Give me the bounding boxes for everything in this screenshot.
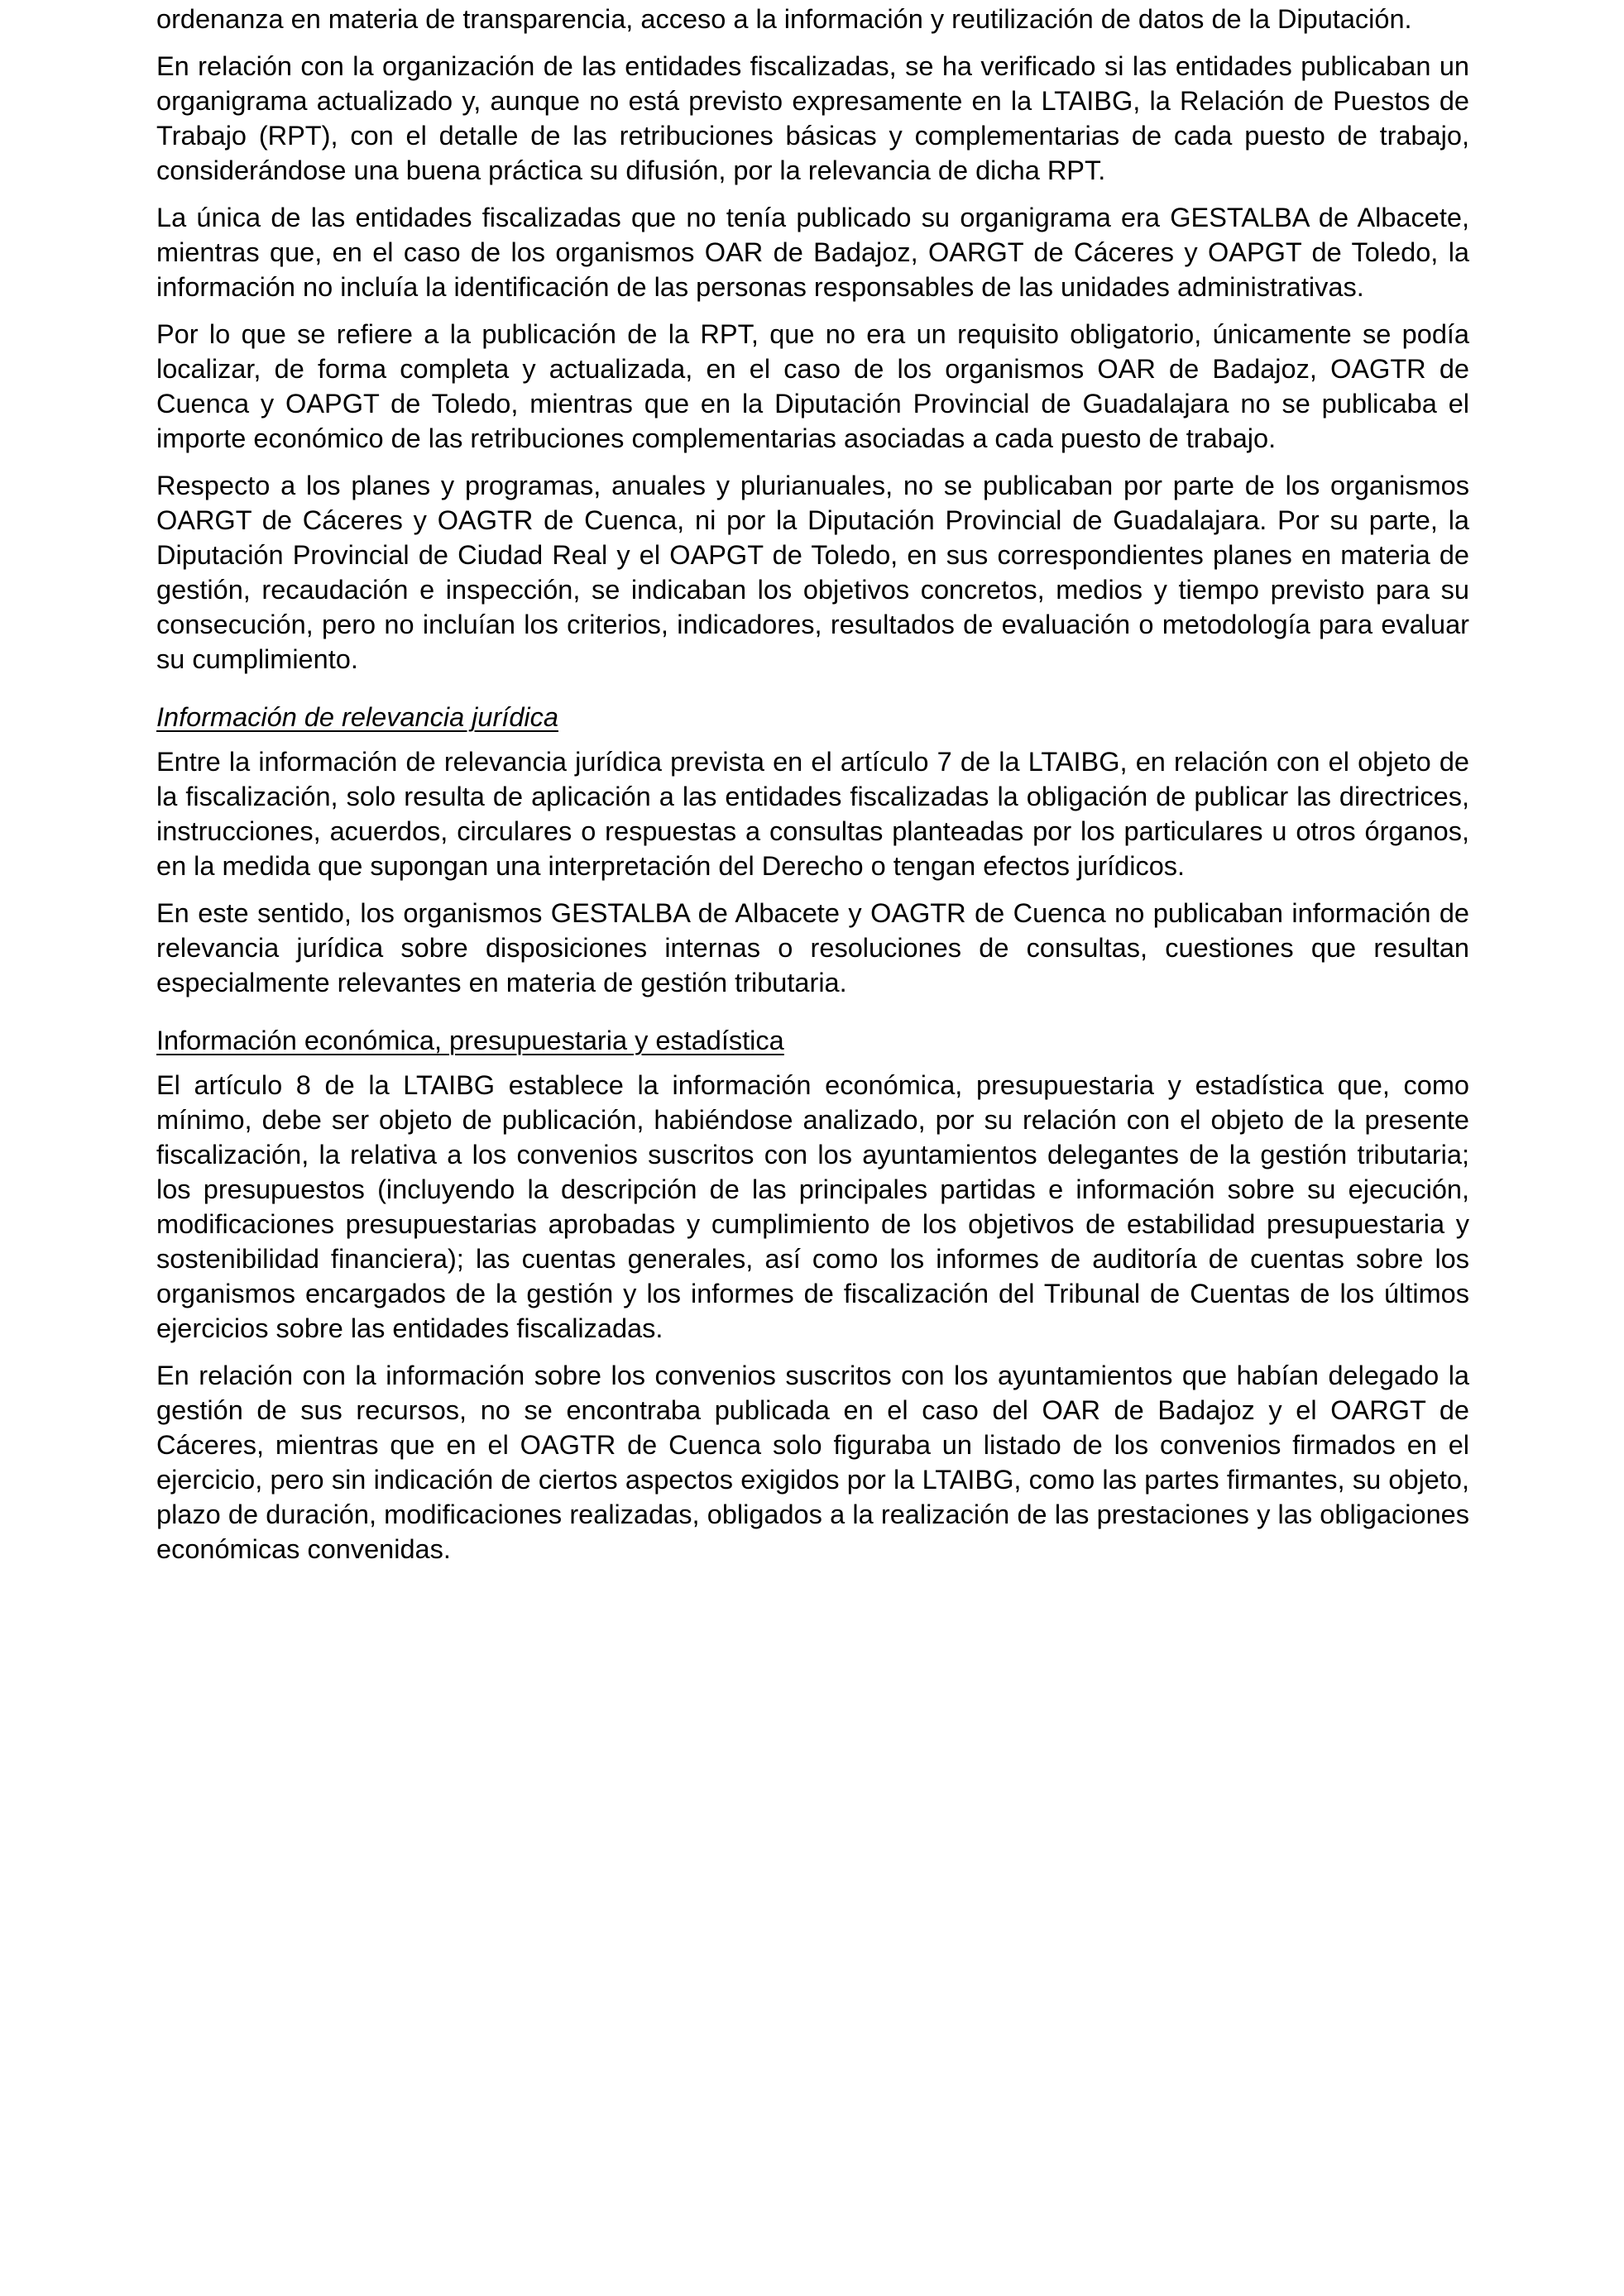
section-heading-economic-info: Información económica, presupuestaria y estadística [156,1026,784,1055]
paragraph-organization-rpt: En relación con la organización de las entidades fiscalizadas, se ha verificado si las entidades publicaban un organigrama actualizado y, aunque no está previsto expresamente en la LTAIBG, la Relación de Puestos de Trabajo (RPT), con el detalle de las retribuciones básicas y complementarias de cada puesto de trabajo, considerándose una buena práctica su difusión, por la relevancia de dicha RPT. [156,51,1469,185]
paragraph-agreements-info: En relación con la información sobre los convenios suscritos con los ayuntamientos que habían delegado la gestión de sus recursos, no se encontraba publicada en el caso del OAR de Badajoz y el OARGT de Cáceres, mientras que en el OAGTR de Cuenca solo figuraba un listado de los convenios firmados en el ejercicio, pero sin indicación de ciertos aspectos exigidos por la LTAIBG, como las partes firmantes, su objeto, plazo de duración, modificaciones realizadas, obligados a la realización de las prestaciones y las obligaciones económicas convenidas. [156,1361,1469,1564]
paragraph-plans-programs: Respecto a los planes y programas, anuales y plurianuales, no se publicaban por parte de los organismos OARGT de Cáceres y OAGTR de Cuenca, ni por la Diputación Provincial de Guadalajara. Por su parte, la Diputación Provincial de Ciudad Real y el OAPGT de Toledo, en sus correspondientes planes en materia de gestión, recaudación e inspección, se indicaban los objetivos concretos, medios y tiempo previsto para su consecución, pero no incluían los criterios, indicadores, resultados de evaluación o metodología para evaluar su cumplimiento. [156,471,1469,674]
paragraph-article-8: El artículo 8 de la LTAIBG establece la información económica, presupuestaria y estadística que, como mínimo, debe ser objeto de publicación, habiéndose analizado, por su relación con el objeto de la presente fiscalización, la relativa a los convenios suscritos con los ayuntamientos delegantes de la gestión tributaria; los presupuestos (incluyendo la descripción de las principales partidas e información sobre su ejecución, modificaciones presupuestarias aprobadas y cumplimiento de los objetivos de estabilidad presupuestaria y sostenibilidad financiera); las cuentas generales, así como los informes de auditoría de cuentas sobre los organismos encargados de la gestión y los informes de fiscalización del Tribunal de Cuentas de los últimos ejercicios sobre las entidades fiscalizadas. [156,1070,1469,1343]
paragraph-rpt-publication: Por lo que se refiere a la publicación de la RPT, que no era un requisito obligatorio, únicamente se podía localizar, de forma completa y actualizada, en el caso de los organismos OAR de Badajoz, OAGTR de Cuenca y OAPGT de Toledo, mientras que en la Diputación Provincial de Guadalajara no se publicaba el importe económico de las retribuciones complementarias asociadas a cada puesto de trabajo. [156,319,1469,453]
section-heading-legal-relevance: Información de relevancia jurídica [156,702,558,732]
paragraph-transparency-ordinance: ordenanza en materia de transparencia, acceso a la información y reutilización de datos de la Diputación. [156,4,1412,34]
paragraph-legal-info-missing: En este sentido, los organismos GESTALBA de Albacete y OAGTR de Cuenca no publicaban información de relevancia jurídica sobre disposiciones internas o resoluciones de consultas, cuestiones que resultan especialmente relevantes en materia de gestión tributaria. [156,898,1469,997]
paragraph-organigram-publication: La única de las entidades fiscalizadas que no tenía publicado su organigrama era GESTALBA de Albacete, mientras que, en el caso de los organismos OAR de Badajoz, OARGT de Cáceres y OAPGT de Toledo, la información no incluía la identificación de las personas responsables de las unidades administrativas. [156,203,1469,302]
document-page [156,2,1469,1579]
paragraph-article-7: Entre la información de relevancia jurídica prevista en el artículo 7 de la LTAIBG, en relación con el objeto de la fiscalización, solo resulta de aplicación a las entidades fiscalizadas la obligación de publicar las directrices, instrucciones, acuerdos, circulares o respuestas a consultas planteadas por los particulares u otros órganos, en la medida que supongan una interpretación del Derecho o tengan efectos jurídicos. [156,747,1469,881]
